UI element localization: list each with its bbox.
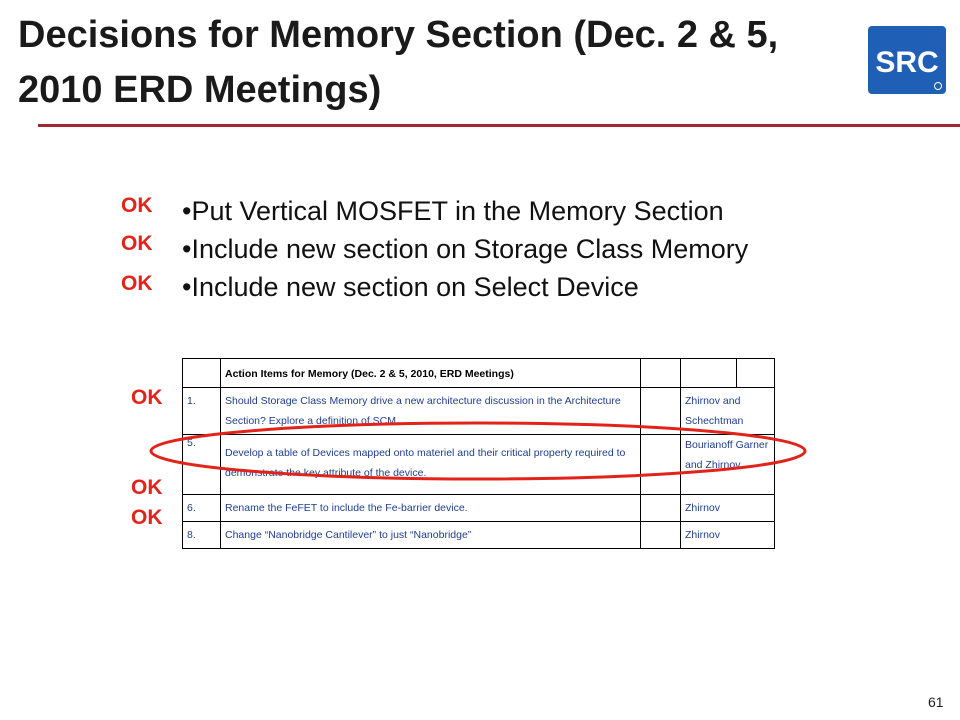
ok-mark-bullet-1: OK <box>121 194 153 217</box>
table-header: Action Items for Memory (Dec. 2 & 5, 2010, ERD Meetings) <box>221 359 641 388</box>
logo-text: SRC <box>875 46 939 79</box>
row-owner: Zhirnov and Schechtman <box>681 388 775 435</box>
row-number: 5. <box>183 435 221 495</box>
table-header-row <box>183 359 775 388</box>
ok-mark-row-1: OK <box>131 386 163 409</box>
row-action: Develop a table of Devices mapped onto materiel and their critical property required to demonstrate the key attribute of the device. <box>221 435 641 495</box>
row-owner: Bourianoff Garner and Zhirnov <box>681 435 775 495</box>
src-logo <box>868 26 946 94</box>
decision-item: •Include new section on Select Device <box>182 272 639 302</box>
ok-mark-bullet-2: OK <box>121 232 153 255</box>
decision-item: •Include new section on Storage Class Memory <box>182 234 749 264</box>
table-row <box>183 522 775 549</box>
ok-mark-bullet-3: OK <box>121 272 153 295</box>
ok-mark-row-8: OK <box>131 506 163 529</box>
action-items-table <box>182 358 775 549</box>
ok-mark-row-6: OK <box>131 476 163 499</box>
row-action: Change “Nanobridge Cantilever” to just “Nanobridge” <box>221 522 641 549</box>
row-action: Should Storage Class Memory drive a new architecture discussion in the Architecture Section? Explore a definition of SCM <box>221 388 641 435</box>
page-title: Decisions for Memory Section (Dec. 2 & 5, 2010 ERD Meetings) <box>18 14 779 111</box>
page-number: 61 <box>928 694 944 710</box>
table-row <box>183 435 775 495</box>
title-divider <box>38 124 960 127</box>
decision-item: •Put Vertical MOSFET in the Memory Section <box>182 196 724 226</box>
decision-list <box>182 192 748 306</box>
row-owner: Zhirnov <box>681 522 775 549</box>
row-number: 1. <box>183 388 221 435</box>
table-row <box>183 388 775 435</box>
row-number: 8. <box>183 522 221 549</box>
row-action: Rename the FeFET to include the Fe-barrier device. <box>221 495 641 522</box>
row-number: 6. <box>183 495 221 522</box>
table-row <box>183 495 775 522</box>
row-owner: Zhirnov <box>681 495 775 522</box>
